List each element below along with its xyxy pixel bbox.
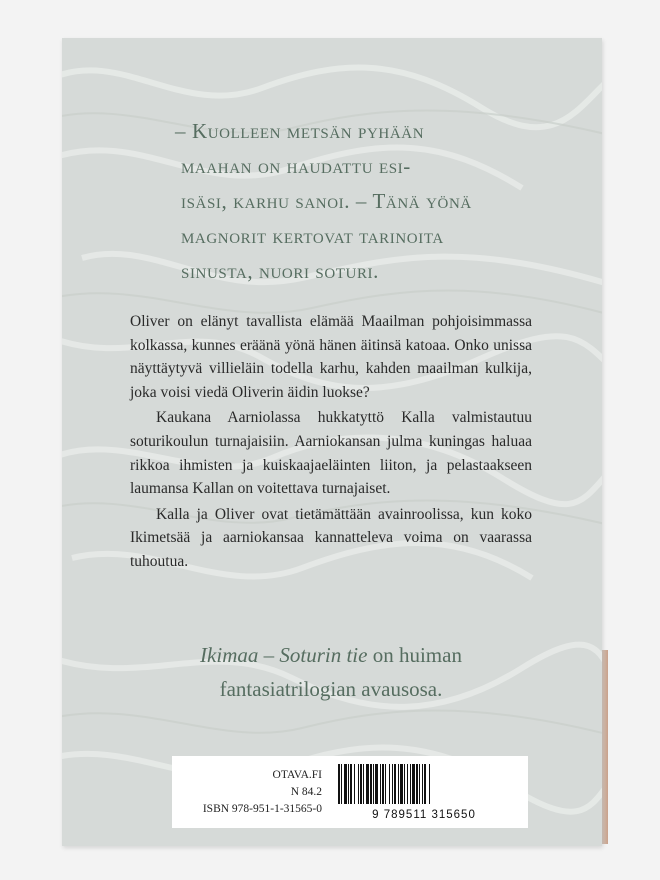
barcode-bar [358,764,359,804]
barcode-bar [407,764,408,804]
quote-line: – Kuolleen metsän pyhään [175,119,425,143]
tagline-line2: fantasiatrilogian avausosa. [219,677,443,701]
barcode-bar [424,764,426,804]
barcode-bar [344,764,347,804]
barcode-bar [419,764,420,804]
quote-line: isäsi, karhu sanoi. – Tänä yönä [181,189,472,213]
barcode-bar [429,764,430,804]
barcode-bar [416,764,418,804]
barcode-bar [398,764,399,804]
barcode-bar [412,764,415,804]
barcode-bar [380,764,381,804]
class-code: N 84.2 [290,786,322,798]
barcode-bar [366,764,369,804]
tagline-rest: on huiman [367,643,462,667]
barcode-bar [373,764,374,804]
barcode-bar [360,764,362,804]
barcode-bar [389,764,390,804]
barcode-bar [392,764,393,804]
blurb [130,310,532,574]
barcode-bar [422,764,423,804]
barcode-bar [363,764,364,804]
publisher-site: OTAVA.FI [272,769,322,781]
isbn: ISBN 978-951-1-31565-0 [202,803,322,815]
blurb-paragraph: Kalla ja Oliver ovat tietämättään avainroolissa, kun koko Ikimetsää ja aarniokansaa kannatteleva voima on vaarassa tuhoutua. [130,505,532,570]
barcode-bar [350,764,352,804]
quote-line: maahan on haudattu esi- [181,154,411,178]
barcode-bar [375,764,378,804]
barcode-bar [394,764,396,804]
book-title: Ikimaa – Soturin tie [200,643,368,667]
quote-line: sinusta, nuori soturi. [181,259,380,283]
tagline [130,638,532,706]
barcode [326,764,522,820]
barcode-bar [370,764,372,804]
publisher-info [182,767,322,818]
barcode-bar [341,764,342,804]
barcode-bar [348,764,349,804]
blurb-paragraph: Oliver on elänyt tavallista elämää Maailman pohjoisimmassa kolkassa, kunnes eräänä yönä hänen äitinsä katoaa. Onko unissa näyttäytyvä villieläin todella karhu, kahden maailman kulkija, joka voisi viedä Oliverin äidin luokse? [130,313,532,401]
barcode-bar [385,764,386,804]
blurb-paragraph: Kaukana Aarniolassa hukkatyttö Kalla valmistautuu soturikoulun turnajaisiin. Aarniokansan julma kuningas haluaa rikkoa ihmisten ja kuiskaajaeläinten liiton, ja pelastaakseen laumansa Kallan on voitettava turnajaiset. [130,409,532,498]
cover-quote-text [113,114,513,289]
barcode-bar [354,764,355,804]
barcode-bar [410,764,411,804]
quote-line: magnorit kertovat tarinoita [181,224,444,248]
barcode-bar [382,764,384,804]
barcode-bar [400,764,403,804]
barcode-digits: 9 789511 315650 [372,809,476,820]
barcode-bar [404,764,405,804]
barcode-bar [338,764,340,804]
